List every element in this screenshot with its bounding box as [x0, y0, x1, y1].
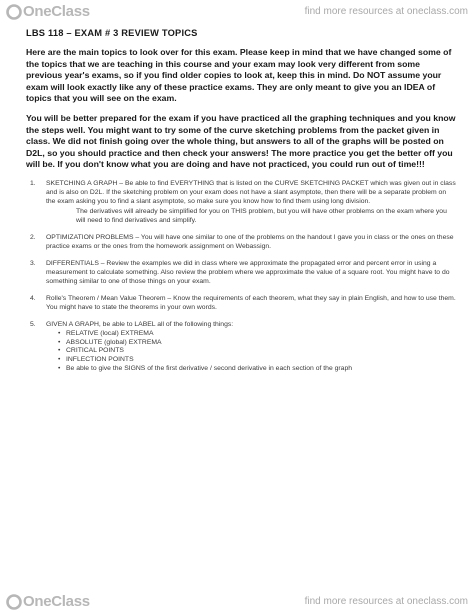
- label-item-text: INFLECTION POINTS: [66, 356, 134, 364]
- logo-text: OneClass: [23, 593, 90, 610]
- oneclass-logo-icon: [6, 4, 22, 20]
- bullet-icon: •: [58, 338, 61, 346]
- label-item: [46, 356, 456, 365]
- label-item: [46, 339, 456, 348]
- oneclass-logo[interactable]: [6, 593, 90, 610]
- label-item-text: Be able to give the SIGNS of the first derivative / second derivative in each section of the graph: [66, 364, 353, 372]
- topic-number: 2.: [30, 233, 36, 241]
- intro-paragraph: Here are the main topics to look over for this exam. Please keep in mind that we have changed some of the topics that we are teaching in this course and your exam may look very different from some previous year's exams, so if you find older copies to look at, keep this in mind. Do NOT assume your exam will look exactly like any of these practice exams. They are only meant to give you an IDEA of topics that you will see on the exam.: [26, 47, 452, 104]
- bullet-icon: •: [58, 329, 61, 337]
- logo-text: OneClass: [23, 3, 90, 20]
- topic-text: OPTIMIZATION PROBLEMS – You will have one similar to one of the problems on the handout I gave you in class or the ones on these practice exams or the ones from the homework assignment on Webassign.: [46, 233, 454, 250]
- bullet-icon: •: [58, 364, 61, 372]
- topic-note: The derivatives will already be simplified for you on THIS problem, but you will have other problems on the exam where you will need to find derivatives and simplify.: [76, 207, 447, 224]
- topic-number: 1.: [30, 179, 36, 187]
- topic-text: DIFFERENTIALS – Review the examples we did in class where we approximate the propagated error and percent error in using a measurement to calculate something. Also review the problem where we approximate the value of a square root. You might have to do something similar to one of those things on your exam.: [46, 259, 450, 285]
- label-item: [46, 347, 456, 356]
- bullet-icon: •: [58, 347, 61, 355]
- resources-link[interactable]: find more resources at oneclass.com: [304, 596, 468, 607]
- topic-number: 5.: [30, 320, 36, 328]
- document-title: LBS 118 – EXAM # 3 REVIEW TOPICS: [26, 28, 198, 38]
- resources-link[interactable]: find more resources at oneclass.com: [304, 6, 468, 17]
- oneclass-logo[interactable]: [6, 3, 90, 20]
- topic-number: 4.: [30, 294, 36, 302]
- topic-item: [26, 259, 456, 286]
- topic-item: [26, 233, 456, 251]
- label-item: [46, 365, 456, 374]
- topic-item: [26, 294, 456, 312]
- topic-text: GIVEN A GRAPH, be able to LABEL all of the following things:: [46, 320, 234, 328]
- label-items-list: [46, 330, 456, 374]
- label-item-text: CRITICAL POINTS: [66, 347, 124, 355]
- page-header: [0, 0, 474, 22]
- topic-text: Rolle's Theorem / Mean Value Theorem – Know the requirements of each theorem, what they say in plain English, and how to use them. You might have to state the theorems in your own words.: [46, 294, 456, 311]
- label-item: [46, 330, 456, 339]
- bullet-icon: •: [58, 356, 61, 364]
- page-footer: [0, 591, 474, 613]
- label-item-text: ABSOLUTE (global) EXTREMA: [66, 338, 162, 346]
- topics-list: [26, 179, 456, 374]
- document-body: [26, 28, 456, 381]
- label-item-text: RELATIVE (local) EXTREMA: [66, 329, 154, 337]
- topic-number: 3.: [30, 259, 36, 267]
- topic-item: [26, 320, 456, 374]
- topic-text: SKETCHING A GRAPH – Be able to find EVERYTHING that is listed on the CURVE SKETCHING PACKET which was given out in class and is also on D2L. If the sketching problem on your exam does not have a slant asymptote, then there will be a separate problem on the exam asking you to find a slant asymptote, so make sure you know how to find them using long division.: [46, 179, 456, 205]
- oneclass-logo-icon: [6, 594, 22, 610]
- preparation-paragraph: You will be better prepared for the exam if you have practiced all the graphing techniques and you know the steps well. You might want to try some of the curve sketching problems from the packet given in class. We did not finish going over the whole thing, but answers to all of the graphs will be posted on D2L, so you should practice and then check your answers! The more practice you get the better off you will be. If you don't know what you are doing and have not practiced, you could run out of time!!!: [26, 112, 456, 170]
- topic-item: [26, 179, 456, 225]
